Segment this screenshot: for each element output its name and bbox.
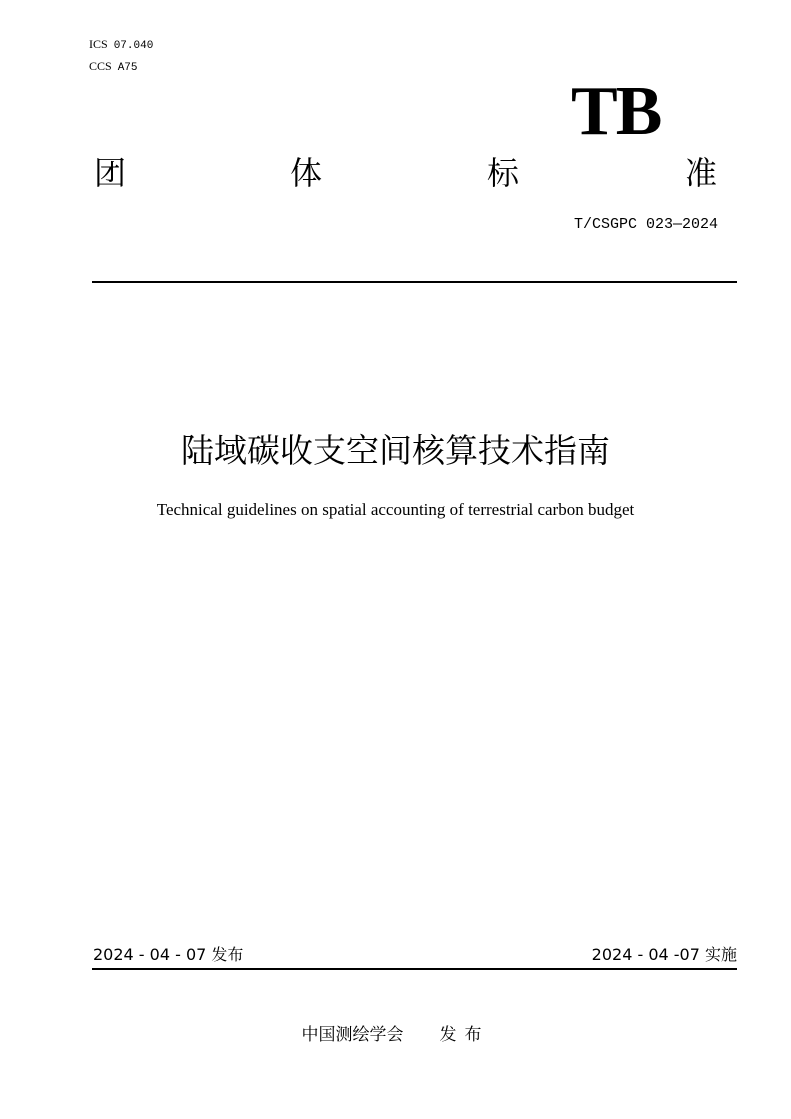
ccs-label: CCS — [89, 59, 112, 73]
standard-type-char-3: 标 — [487, 154, 520, 192]
footer-divider — [92, 968, 737, 970]
header-divider — [92, 281, 737, 283]
publisher-line — [0, 1023, 791, 1047]
tb-logo: TB — [571, 73, 661, 150]
publish-date: 2024 - 04 - 07 发布 — [93, 945, 244, 964]
ics-code: 07.040 — [113, 40, 154, 52]
standard-type-char-4: 准 — [685, 154, 718, 192]
ccs-classification — [89, 59, 138, 75]
title-english: Technical guidelines on spatial accounting of terrestrial carbon budget — [156, 500, 635, 519]
ics-label: ICS — [89, 37, 108, 51]
ics-classification — [89, 37, 153, 53]
standard-type-char-2: 体 — [290, 154, 323, 192]
title-chinese: 陆域碳收支空间核算技术指南 — [181, 431, 610, 470]
publisher-action: 发布 — [439, 1025, 490, 1045]
implement-date: 2024 - 04 -07 实施 — [591, 945, 737, 964]
publisher-name: 中国测绘学会 — [301, 1025, 404, 1045]
standard-number: T/CSGPC 023—2024 — [573, 216, 718, 233]
standard-type-char-1: 团 — [94, 154, 127, 192]
ccs-code: A75 — [117, 62, 138, 74]
